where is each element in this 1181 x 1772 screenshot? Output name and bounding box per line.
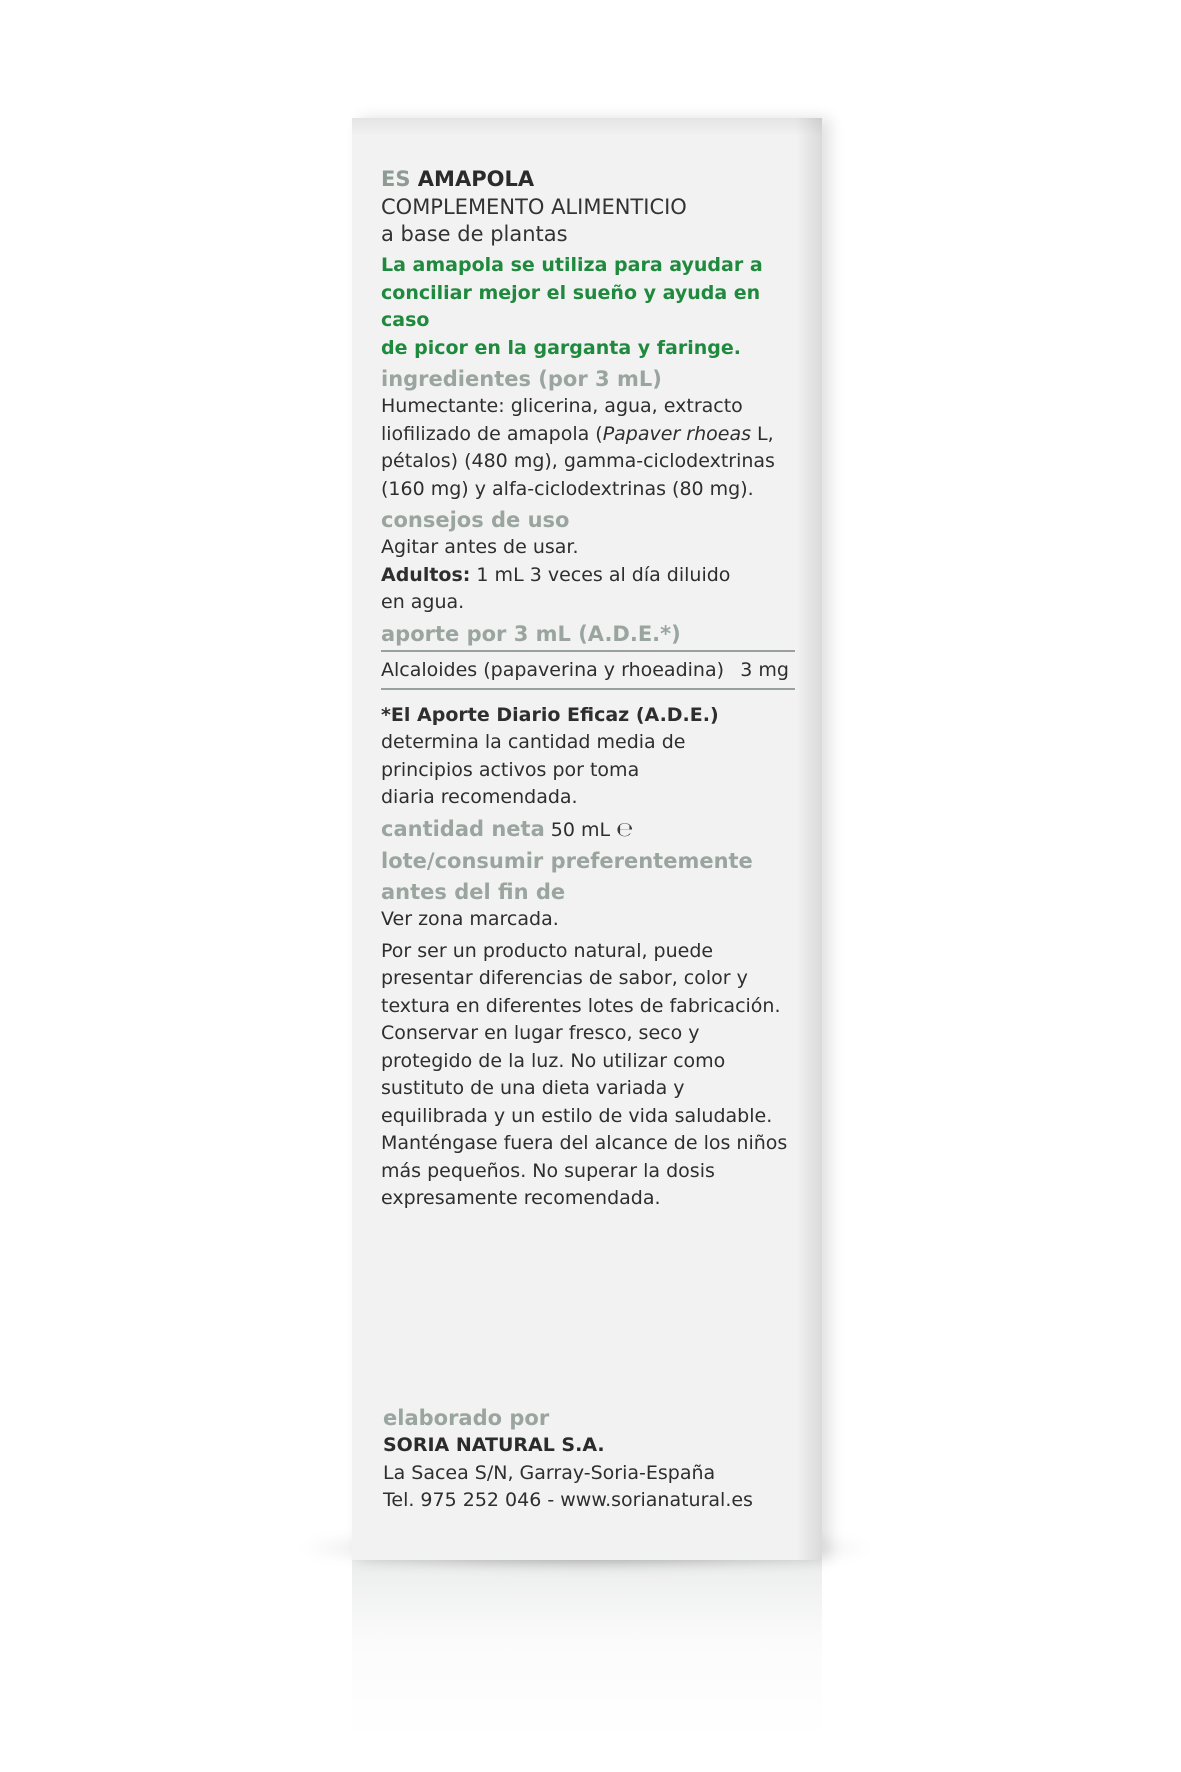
health-claim xyxy=(381,252,801,362)
ingredients-fragment: L, xyxy=(751,422,774,445)
contribution-table-row xyxy=(381,650,795,690)
disclaimer-line: presentar diferencias de sabor, color y xyxy=(381,967,748,989)
disclaimer-line: sustituto de una dieta variada y xyxy=(381,1077,685,1099)
usage-line: en agua. xyxy=(381,591,465,613)
net-quantity-heading: cantidad neta xyxy=(381,816,545,841)
ade-note xyxy=(381,702,801,812)
ade-note-title: *El Aporte Diario Eficaz (A.D.E.) xyxy=(381,703,719,726)
adults-dose: 1 mL 3 veces al día diluido xyxy=(470,563,731,586)
ingredients-line: (160 mg) y alfa-ciclodextrinas (80 mg). xyxy=(381,477,754,500)
manufacturer-contact: Tel. 975 252 046 - www.sorianatural.es xyxy=(383,1489,753,1511)
claim-line: de picor en la garganta y faringe. xyxy=(381,336,741,359)
net-quantity-value: 50 mL xyxy=(544,818,611,841)
ade-note-line xyxy=(381,702,801,730)
disclaimer-line: expresamente recomendada. xyxy=(381,1187,661,1209)
language-code: ES xyxy=(381,167,411,191)
ade-note-line: principios activos por toma xyxy=(381,758,640,781)
ingredients-line: pétalos) (480 mg), gamma-ciclodextrinas xyxy=(381,450,775,472)
disclaimer-line: Por ser un producto natural, puede xyxy=(381,939,714,962)
ingredients-fragment: liofilizado de amapola ( xyxy=(381,422,603,445)
manufacturer-address: La Sacea S/N, Garray-Soria-España xyxy=(383,1461,716,1484)
usage-line xyxy=(381,562,801,590)
box-reflection xyxy=(352,1560,822,1740)
lot-text: Ver zona marcada. xyxy=(381,908,559,930)
disclaimer-line: más pequeños. No superar la dosis xyxy=(381,1159,715,1182)
disclaimer-line: equilibrada y un estilo de vida saludable. xyxy=(381,1104,773,1127)
contribution-heading: aporte por 3 mL (A.D.E.*) xyxy=(381,621,681,646)
claim-line: La amapola se utiliza para ayudar a xyxy=(381,254,763,276)
ingredients-line: Humectante: glicerina, agua, extracto xyxy=(381,395,743,417)
disclaimer-line: protegido de la luz. No utilizar como xyxy=(381,1049,726,1072)
manufacturer-name: SORIA NATURAL S.A. xyxy=(383,1434,605,1456)
product-category-sub: a base de plantas xyxy=(381,222,568,246)
ingredients-heading: ingredientes (por 3 mL) xyxy=(381,367,662,391)
disclaimer-text xyxy=(381,938,801,1213)
disclaimer-line: Manténgase fuera del alcance de los niños xyxy=(381,1132,788,1154)
net-quantity xyxy=(381,816,801,845)
manufacturer-heading: elaborado por xyxy=(383,1406,550,1430)
usage-heading: consejos de uso xyxy=(381,508,570,532)
label-content xyxy=(381,164,801,1213)
estimated-sign-icon: ℮ xyxy=(616,816,634,841)
disclaimer-line: Conservar en lugar fresco, seco y xyxy=(381,1022,700,1044)
manufacturer-block xyxy=(383,1404,803,1515)
ade-note-line: diaria recomendada. xyxy=(381,786,578,808)
contribution-value: 3 mg xyxy=(740,658,789,681)
lot-heading: lote/consumir preferentemente xyxy=(381,849,753,873)
product-name: AMAPOLA xyxy=(417,167,535,191)
adults-label: Adultos: xyxy=(381,563,471,586)
product-category: COMPLEMENTO ALIMENTICIO xyxy=(381,195,687,219)
ingredients-line xyxy=(381,421,801,449)
usage-line: Agitar antes de usar. xyxy=(381,536,579,558)
disclaimer-line: textura en diferentes lotes de fabricación. xyxy=(381,994,781,1017)
claim-line: conciliar mejor el sueño y ayuda en caso xyxy=(381,281,761,331)
usage-text xyxy=(381,534,801,617)
contribution-name: Alcaloides (papaverina y rhoeadina) xyxy=(381,658,725,681)
ade-note-line: determina la cantidad media de xyxy=(381,731,686,753)
lot-heading-line2: antes del fin de xyxy=(381,880,566,904)
ingredients-text xyxy=(381,393,801,503)
botanical-name: Papaver rhoeas xyxy=(602,422,752,445)
product-title xyxy=(381,164,801,194)
